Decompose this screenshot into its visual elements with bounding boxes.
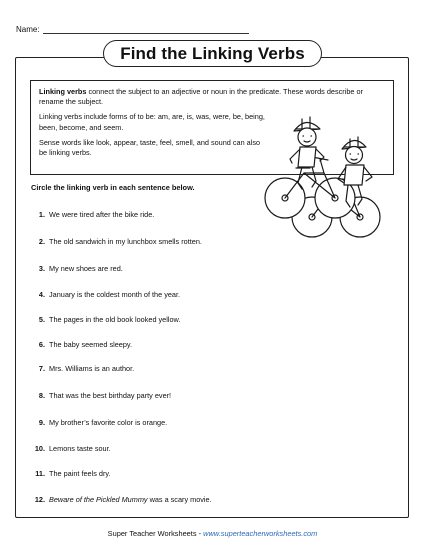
question-text-rest: was a scary movie.	[147, 495, 212, 504]
question-item	[30, 495, 212, 505]
question-item	[30, 237, 202, 247]
question-item	[30, 315, 180, 325]
question-item	[30, 444, 111, 454]
intro-definition: connect the subject to an adjective or noun in the predicate. These words describe or rename the subject.	[39, 87, 363, 107]
question-number: 4.	[38, 290, 45, 299]
question-item	[30, 210, 154, 220]
name-field-row	[16, 25, 249, 34]
question-number: 12.	[34, 495, 45, 504]
question-text[interactable]: The pages in the old book looked yellow.	[49, 315, 181, 324]
question-number: 8.	[38, 391, 45, 400]
question-text[interactable]: Lemons taste sour.	[49, 444, 111, 453]
instructions: Circle the linking verb in each sentence below.	[31, 183, 195, 192]
question-number: 7.	[38, 364, 45, 373]
intro-term: Linking verbs	[39, 87, 87, 96]
question-item	[30, 469, 111, 479]
question-item	[30, 264, 123, 274]
question-item	[30, 364, 134, 374]
question-text[interactable]	[49, 495, 212, 505]
question-text[interactable]: My new shoes are red.	[49, 264, 123, 273]
intro-paragraph-2: Linking verbs include forms of to be: am, are, is, was, were, be, being, been, become, and seem.	[39, 112, 265, 132]
footer-brand: Super Teacher Worksheets	[107, 529, 197, 538]
page-title: Find the Linking Verbs	[103, 40, 322, 67]
question-item	[30, 290, 180, 300]
question-number: 9.	[38, 418, 45, 427]
question-text[interactable]: Mrs. Williams is an author.	[49, 364, 135, 373]
question-number: 3.	[38, 264, 45, 273]
question-number: 6.	[38, 340, 45, 349]
footer	[0, 529, 425, 538]
question-text[interactable]: My brother’s favorite color is orange.	[49, 418, 168, 427]
question-text[interactable]: The paint feels dry.	[49, 469, 111, 478]
question-item	[30, 340, 132, 350]
intro-paragraph-3: Sense words like look, appear, taste, feel, smell, and sound can also be linking verbs.	[39, 137, 261, 158]
question-number: 2.	[38, 237, 45, 246]
kids-on-bikes-icon	[262, 105, 412, 255]
question-number: 10.	[34, 444, 45, 453]
question-item	[30, 418, 167, 428]
footer-link[interactable]: www.superteacherworksheets.com	[203, 529, 318, 538]
question-text[interactable]: That was the best birthday party ever!	[49, 391, 172, 400]
question-number: 5.	[38, 315, 45, 324]
footer-separator: -	[196, 529, 204, 538]
question-item	[30, 391, 171, 401]
name-input-line[interactable]	[43, 25, 249, 34]
question-text[interactable]: The old sandwich in my lunchbox smells rotten.	[49, 237, 202, 246]
question-text[interactable]: The baby seemed sleepy.	[49, 340, 133, 349]
name-label: Name:	[16, 25, 40, 34]
question-number: 1.	[38, 210, 45, 219]
question-text[interactable]: January is the coldest month of the year.	[49, 290, 181, 299]
movie-title: Beware of the Pickled Mummy	[49, 495, 148, 504]
question-number: 11.	[35, 469, 45, 478]
question-text[interactable]: We were tired after the bike ride.	[49, 210, 155, 219]
